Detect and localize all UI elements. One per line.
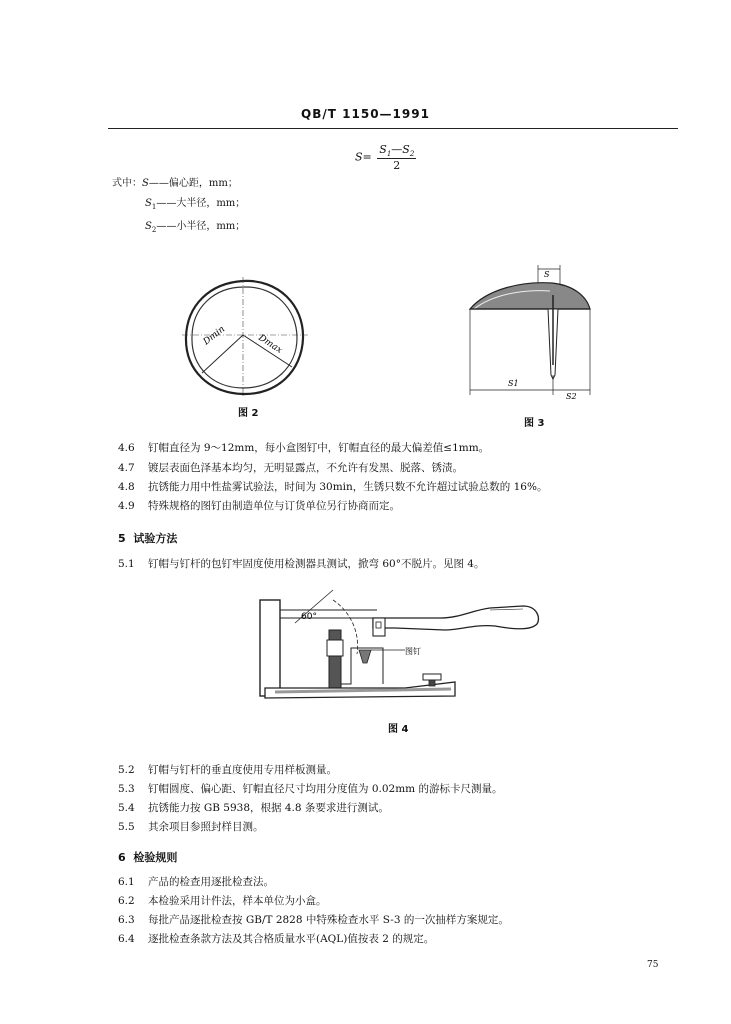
- angle-label: 60°: [301, 612, 317, 622]
- clause-text: 每批产品逐批检查按 GB/T 2828 中特殊检查水平 S-3 的一次抽样方案规定。: [148, 914, 509, 926]
- clamp-block: [327, 640, 343, 656]
- s1-label: S1: [508, 379, 519, 388]
- dmin-label: Dmin: [201, 324, 228, 348]
- s-label: S: [544, 270, 550, 279]
- knob-stem: [429, 680, 435, 686]
- clause-6-2: [118, 893, 327, 908]
- clause-4-7: [118, 460, 463, 475]
- clause-5-2: [118, 762, 337, 777]
- section-6-heading: [118, 849, 177, 865]
- var-desc: ——大半径，mm；: [156, 198, 246, 209]
- pin-holder: [373, 618, 385, 636]
- clause-6-4: [118, 931, 434, 946]
- formula-num-a: S: [379, 143, 387, 156]
- figure-4-caption: 图 4: [388, 724, 409, 735]
- formula-lhs: S=: [355, 150, 372, 164]
- clause-number: 6.3: [118, 914, 135, 926]
- clause-text: 钉帽直径为 9～12mm，每小盒图钉中，钉帽直径的最大偏差值≤1mm。: [148, 442, 490, 454]
- variables-intro: 式中：: [112, 178, 142, 189]
- formula-minus: —: [391, 143, 403, 156]
- clamp-column: [329, 630, 341, 688]
- clause-number: 5.2: [118, 764, 135, 776]
- section-title: 检验规则: [133, 851, 178, 864]
- clause-number: 5.5: [118, 821, 135, 833]
- clause-text: 钉帽与钉杆的垂直度使用专用样板测量。: [148, 764, 337, 776]
- test-pin: [359, 650, 371, 663]
- figure-3-diagram: [462, 265, 604, 400]
- var-desc: ——偏心距，mm；: [148, 178, 238, 189]
- clause-5-1: [118, 556, 484, 571]
- var-symbol: S: [142, 178, 149, 189]
- clause-5-4: [118, 800, 389, 815]
- clause-number: 6.4: [118, 933, 135, 945]
- clause-text: 特殊规格的图钉由制造单位与订货单位另行协商而定。: [148, 500, 400, 512]
- clause-number: 6.1: [118, 876, 135, 888]
- clause-number: 4.7: [118, 462, 135, 474]
- figure-4-diagram: [255, 588, 545, 708]
- clause-text: 逐批检查条款方法及其合格质量水平(AQL)值按表 2 的规定。: [148, 933, 435, 945]
- clause-text: 钉帽圆度、偏心距、钉帽直径尺寸均用分度值为 0.02mm 的游标卡尺测量。: [148, 783, 503, 795]
- standard-number-header: QB/T 1150—1991: [301, 107, 430, 121]
- clause-6-3: [118, 912, 509, 927]
- clause-number: 5.1: [118, 558, 135, 570]
- clause-text: 镀层表面色泽基本均匀，无明显露点，不允许有发黑、脱落、锈渍。: [148, 462, 463, 474]
- s2-label: S2: [566, 392, 577, 400]
- clause-4-9: [118, 498, 400, 513]
- formula-denominator: 2: [393, 159, 401, 173]
- formula-num-b: S: [402, 143, 410, 156]
- clause-number: 4.8: [118, 481, 135, 493]
- pin-head-shape: [470, 283, 590, 309]
- clause-text: 抗锈能力用中性盐雾试验法，时间为 30min，生锈只数不允许超过试验总数的 16%。: [148, 481, 548, 493]
- var-sub: 2: [151, 226, 157, 234]
- formula-fraction: [377, 143, 416, 172]
- clause-number: 4.9: [118, 500, 135, 512]
- clause-5-5: [118, 819, 264, 834]
- knob-cap: [423, 674, 441, 680]
- figure-2-diagram: [180, 275, 310, 400]
- clause-text: 其余项目参照封样目测。: [148, 821, 264, 833]
- section-number: 6: [118, 851, 126, 864]
- section-title: 试验方法: [133, 532, 178, 545]
- section-number: 5: [118, 532, 126, 545]
- clause-4-6: [118, 440, 489, 455]
- var-desc: ——小半径，mm；: [156, 221, 246, 232]
- header-rule: [108, 128, 678, 129]
- var-sub: 1: [151, 203, 157, 211]
- lever-handle: [373, 606, 538, 630]
- clause-number: 4.6: [118, 442, 135, 454]
- variable-definitions: [112, 174, 245, 240]
- clause-number: 6.2: [118, 895, 135, 907]
- page-number: 75: [647, 960, 659, 970]
- formula-numerator: $S_1—S_2$: [379, 143, 415, 159]
- left-post: [260, 600, 280, 696]
- pin-label: 图钉: [405, 647, 421, 656]
- var-symbol: S: [145, 198, 152, 209]
- figure-2-caption: 图 2: [238, 408, 259, 419]
- clause-5-3: [118, 781, 502, 796]
- clause-text: 产品的检查用逐批检查法。: [148, 876, 274, 888]
- clause-number: 5.3: [118, 783, 135, 795]
- clause-4-8: [118, 479, 547, 494]
- dmax-label: Dmax: [256, 333, 284, 356]
- clause-text: 本检验采用计件法，样本单位为小盒。: [148, 895, 327, 907]
- var-symbol: S: [145, 221, 152, 232]
- figure-3-caption: 图 3: [524, 418, 545, 429]
- clause-text: 钉帽与钉杆的包钉牢固度使用检测器具测试，掀弯 60°不脱片。见图 4。: [148, 558, 485, 570]
- eccentricity-formula: [355, 143, 416, 172]
- clause-number: 5.4: [118, 802, 135, 814]
- clause-text: 抗锈能力按 GB 5938，根据 4.8 条要求进行测试。: [148, 802, 389, 814]
- clause-6-1: [118, 874, 274, 889]
- section-5-heading: [118, 530, 177, 546]
